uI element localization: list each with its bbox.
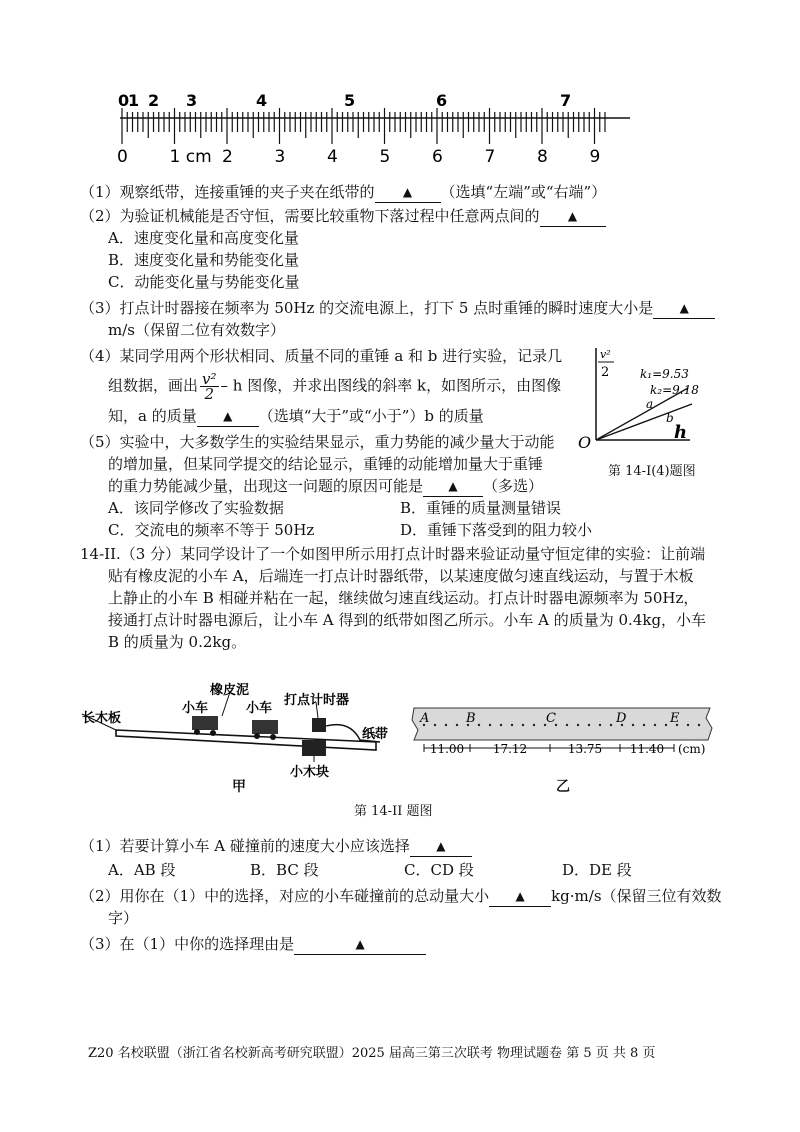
q14-2-part1: （1）若要计算小车 A 碰撞前的速度大小应该选择 ▲ [80, 836, 472, 857]
block-label: 小木块 [290, 765, 330, 780]
ruler-bottom-number: 1 cm [169, 147, 212, 167]
v2-h-graph [570, 344, 730, 454]
option-c: C．动能变化量与势能变化量 [108, 273, 300, 291]
q14-1-part1: （1）观察纸带，连接重锤的夹子夹在纸带的 ▲ （选填“左端”或“右端”） [80, 183, 607, 201]
option-b: B．重锤的质量测量错误 [400, 499, 562, 517]
q14-1-part5-l3: 的重力势能减少量，出现这一问题的原因可能是 ▲ （多选） [108, 477, 544, 495]
tape-point-label: D [616, 711, 627, 726]
line-b-label: b [666, 411, 674, 425]
figure-jia-apparatus [80, 680, 400, 780]
tape-distance-label: 11.00 [429, 742, 465, 756]
tape-dot [445, 724, 447, 726]
graph-caption: 第 14-I(4)题图 [608, 464, 696, 479]
q14-2-part2-cont: 字） [108, 909, 139, 927]
q14-2-intro-l2: 贴有橡皮泥的小车 A，后端连一打点计时器纸带，以某速度做匀速直线运动，与置于木板 [108, 567, 694, 585]
tape-distance-label: 11.40 [629, 742, 665, 756]
tape-dot [687, 724, 689, 726]
tape-dot [456, 724, 458, 726]
origin-label: O [578, 433, 592, 452]
ruler-bottom-numbers [117, 147, 600, 167]
ruler-top-numbers [118, 91, 571, 110]
ruler-bottom-number: 9 [589, 147, 601, 167]
tape-dot [610, 724, 612, 726]
option-b: B．BC 段 [250, 861, 319, 879]
q14-1-part2: （2）为验证机械能是否守恒，需要比较重物下落过程中任意两点间的 ▲ [80, 206, 606, 227]
ruler-top-number: 5 [344, 91, 356, 110]
q14-1-part3: （3）打点计时器接在频率为 50Hz 的交流电源上，打下 5 点时重锤的瞬时速度大小是 ▲ [80, 298, 715, 319]
option-b: B．速度变化量和势能变化量 [108, 251, 300, 269]
ruler-top-number: 0 [118, 91, 130, 110]
q14-2-intro-l1: 14-II.（3 分）某同学设计了一个如图甲所示用打点计时器来验证动量守恒定律的实验：让前端 [80, 545, 706, 563]
q14-1-part4-l3: 知，a 的质量 ▲ （选填“大于”或“小于”）b 的质量 [108, 407, 484, 425]
ruler-bottom-number: 6 [432, 147, 443, 167]
answer-blank[interactable]: ▲ [294, 934, 426, 955]
ruler-bottom-number: 0 [117, 147, 128, 167]
option-c: C．CD 段 [404, 861, 474, 879]
option-c: C．交流电的频率不等于 50Hz [108, 521, 315, 539]
ruler-bottom-number: 2 [222, 147, 233, 167]
answer-blank[interactable]: ▲ [375, 182, 441, 203]
ruler-top-number: 6 [436, 91, 448, 110]
k2-label: k₂=9.18 [650, 383, 699, 397]
tape-dot [632, 724, 634, 726]
ruler-bottom-number: 5 [379, 147, 391, 167]
tape-dot [599, 724, 601, 726]
tape-dot [489, 724, 491, 726]
tape-dot [665, 724, 667, 726]
option-d: D．DE 段 [562, 861, 632, 879]
tape-dot [577, 724, 579, 726]
q14-1-part5-l1: （5）实验中，大多数学生的实验结果显示，重力势能的减少量大于动能 [80, 433, 555, 451]
tape-dot [500, 724, 502, 726]
answer-blank[interactable]: ▲ [540, 206, 606, 227]
ruler-bottom-number: 7 [484, 147, 496, 167]
ruler-top-number: 3 [186, 91, 198, 110]
v2-over-2-fraction: $\frac{\text{v²}}{2}$ [202, 370, 217, 403]
long-board [116, 730, 376, 750]
ruler-figure [110, 88, 640, 168]
q14-2-part3: （3）在（1）中你的选择理由是 ▲ [80, 934, 426, 955]
tape-point-label: A [420, 711, 430, 726]
tape-distance-label: 13.75 [567, 742, 603, 756]
ruler-top-number: 2 [148, 91, 160, 110]
board-label: 长木板 [82, 711, 122, 726]
page-footer: Z20 名校联盟（浙江省名校新高考研究联盟）2025 届高三第三次联考 物理试题卷 第 5 页 共 8 页 [88, 1046, 656, 1061]
graph-y-label-top: v² [600, 348, 611, 361]
tape-point-label: E [670, 711, 680, 726]
tape-dot [511, 724, 513, 726]
q14-2-intro-l4: 接通打点计时器电源后，让小车 A 得到的纸带如图乙所示。小车 A 的质量为 0.4kg，小车 [108, 611, 707, 629]
q14-1-part4-l2: 组数据，画出 $\frac{\text{v²}}{2}$ – h 图像，并求出图线的斜率 k，如图所示，由图像 [108, 370, 562, 403]
tape-unit: (cm) [678, 742, 706, 756]
tape-dot [654, 724, 656, 726]
q14-1-part4-l1: （4）某同学用两个形状相同、质量不同的重锤 a 和 b 进行实验，记录几 [80, 347, 563, 365]
tape-dot [588, 724, 590, 726]
q14-2-intro-l3: 上静止的小车 B 相碰并粘在一起，继续做匀速直线运动。打点计时器电源频率为 50Hz， [108, 589, 699, 607]
timer-device [312, 718, 326, 732]
ruler-bottom-number: 4 [327, 147, 338, 167]
cart1-label: 小车 [182, 701, 209, 716]
tape-dot [566, 724, 568, 726]
ruler-top-number: 7 [560, 91, 572, 110]
ruler-top-number: 4 [256, 91, 268, 110]
answer-blank[interactable]: ▲ [489, 886, 551, 907]
clay-label: 橡皮泥 [210, 683, 250, 698]
answer-blank[interactable]: ▲ [423, 476, 483, 497]
tape-point-label: C [546, 711, 556, 726]
figure-yi-name: 乙 [556, 779, 570, 795]
q14-2-part2: （2）用你在（1）中的选择，对应的小车碰撞前的总动量大小 ▲ kg·m/s（保留三位有效数 [80, 887, 722, 905]
answer-blank[interactable]: ▲ [653, 298, 715, 319]
cart-a [192, 716, 218, 730]
figure-jia-name: 甲 [232, 779, 246, 795]
x-axis-label: h [674, 422, 688, 443]
ruler-ticks [122, 108, 605, 144]
q14-1-part5-l2: 的增加量，但某同学提交的结论显示，重锤的动能增加量大于重锤 [108, 455, 544, 473]
tape-dot [533, 724, 535, 726]
option-a: A．该同学修改了实验数据 [108, 499, 284, 517]
q14-1-part3-unit: m/s（保留二位有效数字） [108, 321, 285, 339]
option-a: A．速度变化量和高度变化量 [108, 229, 299, 247]
answer-blank[interactable]: ▲ [410, 836, 472, 857]
figure-14-2-caption: 第 14-II 题图 [354, 804, 433, 819]
tape-dot [522, 724, 524, 726]
line-a-label: a [646, 397, 654, 411]
cart-b [252, 720, 278, 734]
tape-dot [643, 724, 645, 726]
answer-blank[interactable]: ▲ [197, 406, 259, 427]
small-wood-block [302, 740, 326, 756]
ruler-bottom-number: 8 [537, 147, 548, 167]
tape-distance-labels [430, 742, 664, 756]
option-d: D．重锤下落受到的阻力较小 [400, 521, 593, 539]
ruler-bottom-number: 3 [274, 147, 286, 167]
figure-yi-tape [410, 700, 720, 762]
tape-label: 纸带 [362, 727, 389, 742]
tape-dot [698, 724, 700, 726]
tape-dot [478, 724, 480, 726]
k1-label: k₁=9.53 [640, 367, 689, 381]
cart2-label: 小车 [246, 701, 273, 716]
tape-point-label: B [466, 711, 476, 726]
timer-label: 打点计时器 [284, 693, 350, 708]
graph-y-label-bot: 2 [601, 365, 610, 380]
tape-dot [434, 724, 436, 726]
q14-2-intro-l5: B 的质量为 0.2kg。 [108, 633, 247, 651]
ruler-top-number: 1 [128, 91, 140, 110]
option-a: A．AB 段 [108, 861, 176, 879]
tape-distance-label: 17.12 [492, 742, 528, 756]
